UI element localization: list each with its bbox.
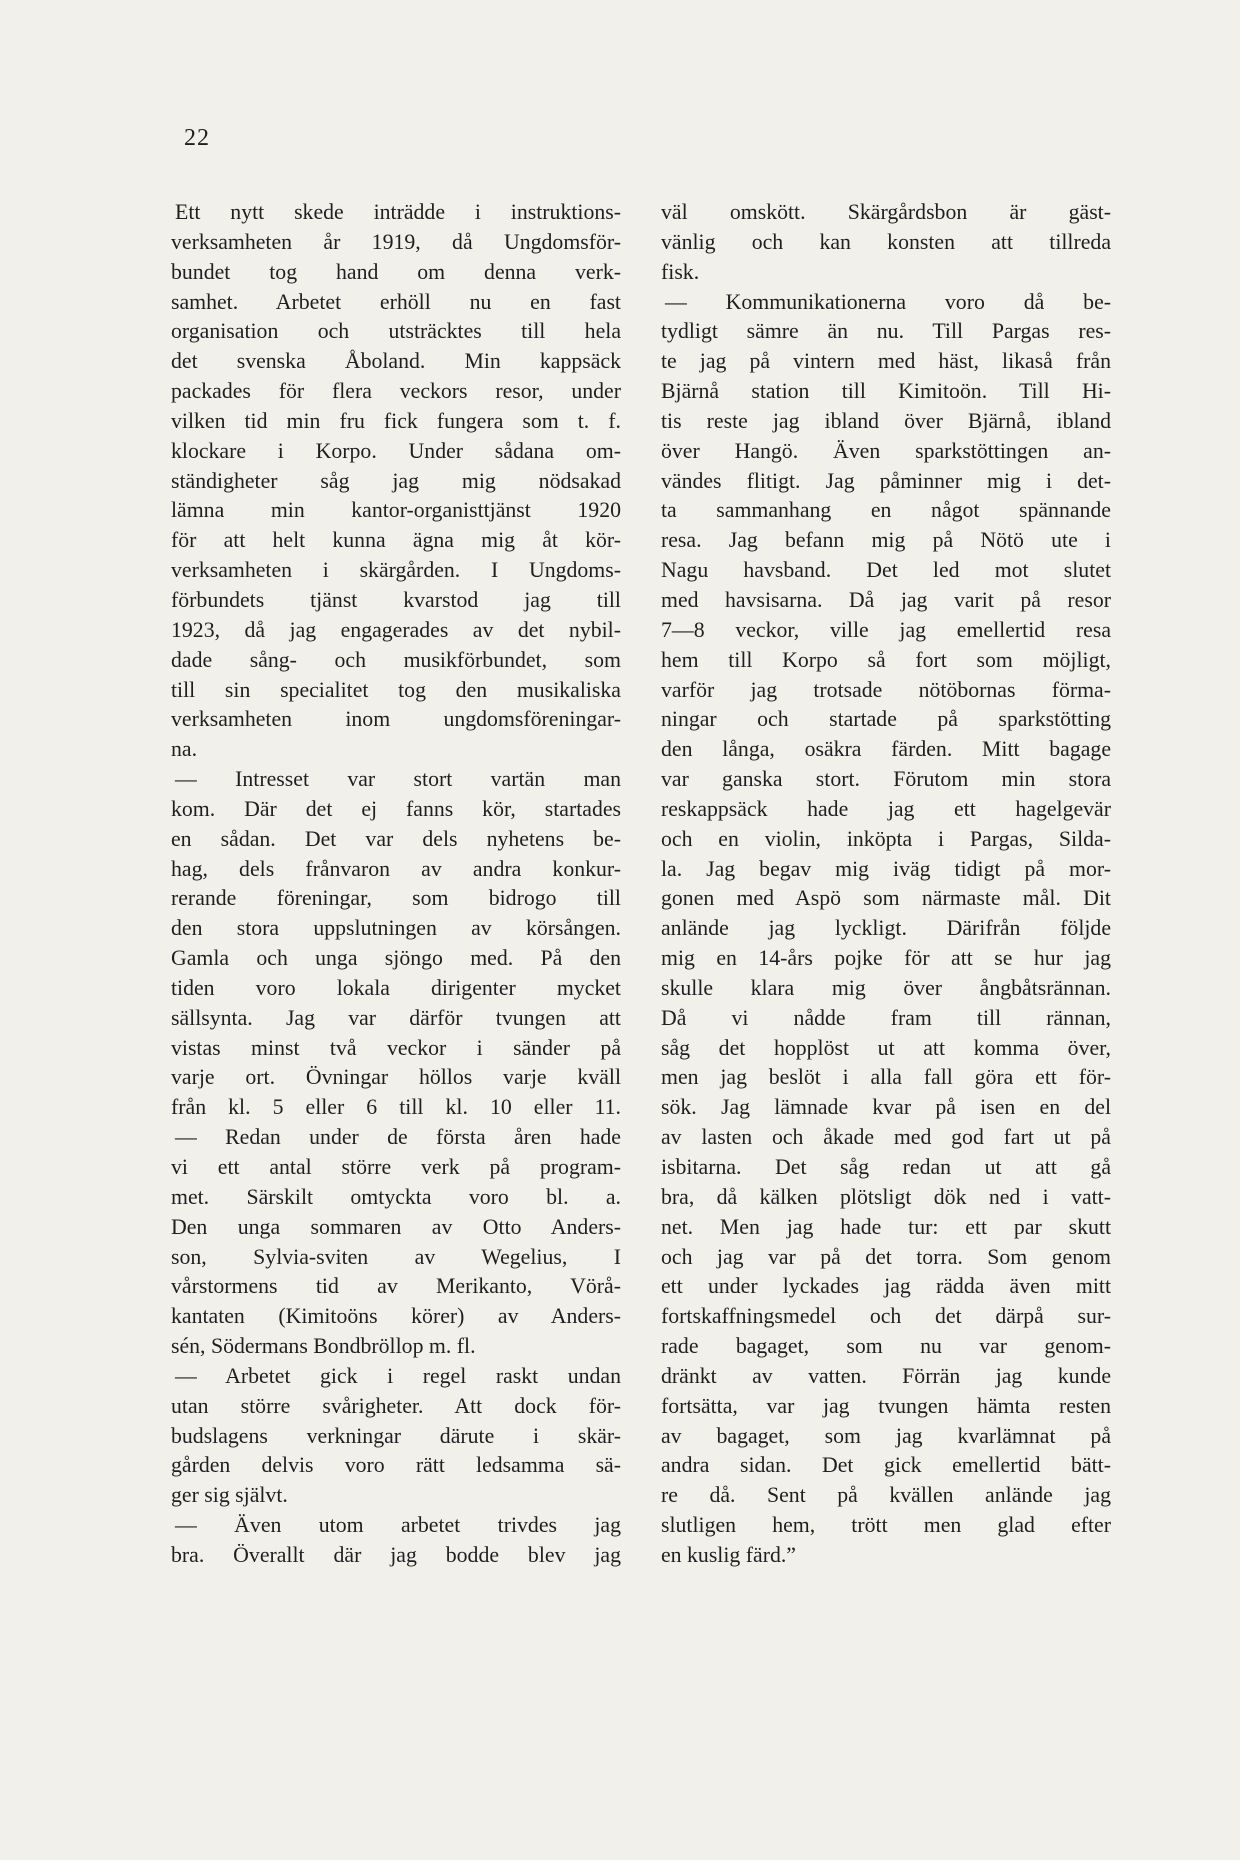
text-line: packades för flera veckors resor, under bbox=[171, 379, 621, 404]
text-line: vistas minst två veckor i sänder på bbox=[171, 1035, 621, 1060]
text-line: isbitarna. Det såg redan ut att gå bbox=[661, 1155, 1111, 1179]
text-line: fortsätta, var jag tvungen hämta resten bbox=[661, 1393, 1111, 1418]
text-line: bra. Överallt där jag bodde blev jag bbox=[171, 1542, 621, 1567]
text-line: vårstormens tid av Merikanto, Vörå- bbox=[171, 1274, 621, 1299]
text-line: samhet. Arbetet erhöll nu en fast bbox=[171, 289, 621, 314]
text-line: Då vi nådde fram till rännan, bbox=[661, 1005, 1111, 1030]
text-line: fisk. bbox=[661, 259, 700, 284]
text-line: dade sång- och musikförbundet, som bbox=[171, 647, 621, 672]
text-line: rerande föreningar, som bidrogo till bbox=[171, 886, 621, 911]
text-line: det svenska Åboland. Min kappsäck bbox=[171, 349, 621, 374]
text-line: 7—8 veckor, ville jag emellertid resa bbox=[661, 617, 1111, 642]
text-line: organisation och utsträcktes till hela bbox=[171, 319, 621, 344]
text-line: och en violin, inköpta i Pargas, Silda- bbox=[661, 826, 1111, 851]
text-line: fortskaffningsmedel och det därpå sur- bbox=[661, 1304, 1111, 1329]
text-line: såg det hopplöst ut att komma över, bbox=[661, 1035, 1111, 1060]
text-line: av lasten och åkade med god fart ut på bbox=[661, 1125, 1111, 1150]
text-line: en kuslig färd.” bbox=[661, 1542, 796, 1567]
text-line: av bagaget, som jag kvarlämnat på bbox=[661, 1423, 1111, 1448]
text-line: till sin specialitet tog den musikaliska bbox=[171, 677, 621, 702]
text-line: kantaten (Kimitoöns körer) av Anders- bbox=[171, 1304, 621, 1329]
text-line: ta sammanhang en något spännande bbox=[661, 498, 1111, 523]
text-line: sén, Södermans Bondbröllop m. fl. bbox=[171, 1334, 476, 1359]
text-line: tydligt sämre än nu. Till Pargas res- bbox=[661, 319, 1111, 344]
text-line: te jag på vintern med häst, likaså från bbox=[661, 349, 1111, 374]
text-line: varje ort. Övningar höllos varje kväll bbox=[171, 1065, 621, 1090]
text-line: re då. Sent på kvällen anlände jag bbox=[661, 1483, 1111, 1508]
text-line: Gamla och unga sjöngo med. På den bbox=[171, 946, 621, 971]
text-line: rade bagaget, som nu var genom- bbox=[661, 1334, 1111, 1359]
text-line: den stora uppslutningen av körsången. bbox=[171, 916, 621, 941]
text-line: vilken tid min fru fick fungera som t. f. bbox=[171, 408, 621, 433]
text-line: skulle klara mig över ångbåtsrännan. bbox=[661, 975, 1111, 1000]
text-line: met. Särskilt omtyckta voro bl. a. bbox=[171, 1184, 621, 1209]
text-line: reskappsäck hade jag ett hagelgevär bbox=[661, 796, 1111, 821]
text-line: verksamheten i skärgården. I Ungdoms- bbox=[171, 558, 621, 583]
text-line: — Även utom arbetet trivdes jag bbox=[175, 1513, 621, 1538]
text-line: vi ett antal större verk på program- bbox=[171, 1155, 621, 1179]
text-line: Nagu havsband. Det led mot slutet bbox=[661, 558, 1111, 583]
text-line: och jag var på det torra. Som genom bbox=[661, 1244, 1111, 1269]
text-line: med havsisarna. Då jag varit på resor bbox=[661, 587, 1111, 612]
text-line: dränkt av vatten. Förrän jag kunde bbox=[661, 1363, 1111, 1388]
text-line: na. bbox=[171, 737, 198, 762]
text-line: kom. Där det ej fanns kör, startades bbox=[171, 796, 621, 821]
text-line: — Kommunikationerna voro då be- bbox=[665, 289, 1111, 314]
text-line: väl omskött. Skärgårdsbon är gäst- bbox=[661, 200, 1111, 224]
text-line: — Arbetet gick i regel raskt undan bbox=[175, 1363, 621, 1388]
text-line: budslagens verkningar därute i skär- bbox=[171, 1423, 621, 1448]
text-column-right bbox=[661, 198, 1111, 1571]
text-line: ningar och startade på sparkstötting bbox=[661, 707, 1111, 732]
text-line: 1923, då jag engagerades av det nybil- bbox=[171, 617, 621, 642]
text-line: Den unga sommaren av Otto Anders- bbox=[171, 1214, 621, 1239]
text-line: — Intresset var stort vartän man bbox=[175, 767, 621, 792]
text-line: la. Jag begav mig iväg tidigt på mor- bbox=[661, 856, 1111, 881]
text-line: — Redan under de första åren hade bbox=[175, 1125, 621, 1150]
text-line: gården delvis voro rätt ledsamma sä- bbox=[171, 1453, 621, 1478]
text-line: förbundets tjänst kvarstod jag till bbox=[171, 587, 621, 612]
text-column-left bbox=[171, 198, 621, 1571]
text-line: tis reste jag ibland över Bjärnå, ibland bbox=[661, 408, 1111, 433]
text-line: hag, dels frånvaron av andra konkur- bbox=[171, 856, 621, 881]
text-line: ständigheter såg jag mig nödsakad bbox=[171, 468, 621, 493]
text-line: sök. Jag lämnade kvar på isen en del bbox=[661, 1095, 1111, 1120]
text-line: anlände jag lyckligt. Därifrån följde bbox=[661, 916, 1111, 941]
text-line: varför jag trotsade nötöbornas förma- bbox=[661, 677, 1111, 702]
text-line: bundet tog hand om denna verk- bbox=[171, 259, 621, 284]
text-line: men jag beslöt i alla fall göra ett för- bbox=[661, 1065, 1111, 1090]
text-line: klockare i Korpo. Under sådana om- bbox=[171, 438, 621, 463]
text-line: andra sidan. Det gick emellertid bätt- bbox=[661, 1453, 1111, 1478]
page-number: 22 bbox=[184, 125, 210, 151]
text-line: den långa, osäkra färden. Mitt bagage bbox=[661, 737, 1111, 762]
text-line: utan större svårigheter. Att dock för- bbox=[171, 1393, 621, 1418]
text-line: ett under lyckades jag rädda även mitt bbox=[661, 1274, 1111, 1299]
text-line: verksamheten år 1919, då Ungdomsför- bbox=[171, 229, 621, 254]
text-line: hem till Korpo så fort som möjligt, bbox=[661, 647, 1111, 672]
text-line: ger sig självt. bbox=[171, 1483, 288, 1508]
text-line: vänlig och kan konsten att tillreda bbox=[661, 229, 1111, 254]
text-line: lämna min kantor-organisttjänst 1920 bbox=[171, 498, 621, 523]
text-line: slutligen hem, trött men glad efter bbox=[661, 1513, 1111, 1538]
text-line: bra, då kälken plötsligt dök ned i vatt- bbox=[661, 1184, 1111, 1209]
text-line: var ganska stort. Förutom min stora bbox=[661, 767, 1111, 792]
text-line: net. Men jag hade tur: ett par skutt bbox=[661, 1214, 1111, 1239]
text-line: sällsynta. Jag var därför tvungen att bbox=[171, 1005, 621, 1030]
text-line: en sådan. Det var dels nyhetens be- bbox=[171, 826, 621, 851]
text-line: för att helt kunna ägna mig åt kör- bbox=[171, 528, 621, 553]
text-line: tiden voro lokala dirigenter mycket bbox=[171, 975, 621, 1000]
text-line: vändes flitigt. Jag påminner mig i det- bbox=[661, 468, 1111, 493]
text-line: son, Sylvia-sviten av Wegelius, I bbox=[171, 1244, 621, 1269]
text-line: Ett nytt skede inträdde i instruktions- bbox=[175, 200, 621, 224]
text-line: gonen med Aspö som närmaste mål. Dit bbox=[661, 886, 1111, 911]
text-line: mig en 14-års pojke för att se hur jag bbox=[661, 946, 1111, 971]
text-line: från kl. 5 eller 6 till kl. 10 eller 11. bbox=[171, 1095, 621, 1120]
text-line: verksamheten inom ungdomsföreningar- bbox=[171, 707, 621, 732]
text-line: över Hangö. Även sparkstöttingen an- bbox=[661, 438, 1111, 463]
text-line: Bjärnå station till Kimitoön. Till Hi- bbox=[661, 379, 1111, 404]
text-line: resa. Jag befann mig på Nötö ute i bbox=[661, 528, 1111, 553]
